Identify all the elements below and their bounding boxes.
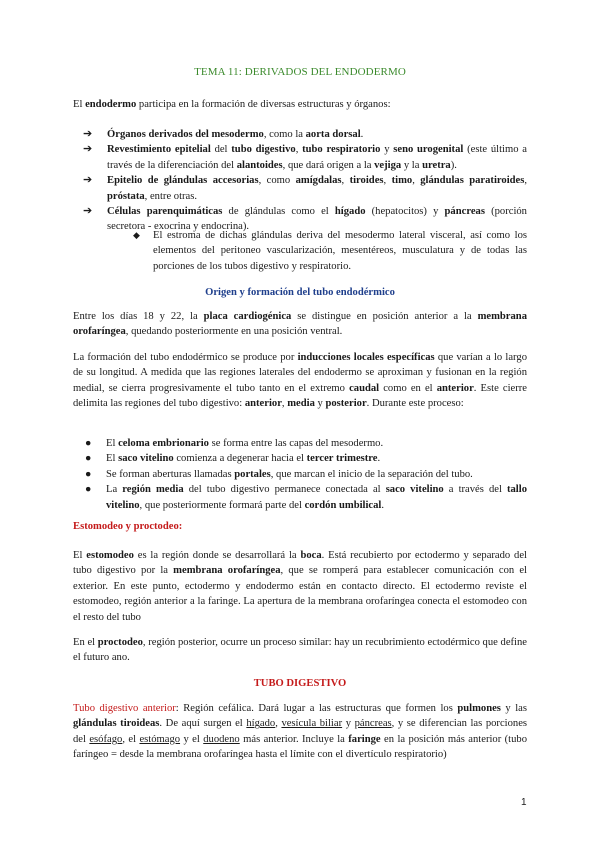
underlined-term: páncreas	[354, 718, 392, 730]
intro-paragraph	[73, 97, 527, 112]
text: , y se diferencian las porciones del	[73, 718, 528, 745]
text: de glándulas como el	[222, 206, 335, 218]
bold-term: alantoides	[236, 159, 283, 171]
diamond-list-item	[133, 228, 527, 274]
bold-term: proctodeo	[97, 637, 143, 648]
bold-term: caudal	[349, 382, 380, 394]
text: .	[381, 499, 385, 511]
bullet-icon: ●	[85, 468, 92, 480]
text: y las	[500, 703, 527, 714]
page-number: 1	[521, 797, 527, 808]
bold-term: hígado	[334, 206, 366, 218]
text: El	[73, 550, 87, 561]
bold-term: tubo respiratorio	[302, 144, 381, 156]
bold-term: estomodeo	[86, 550, 134, 561]
list-item	[85, 482, 527, 513]
bold-term: membrana orofaríngea	[173, 565, 281, 577]
text: Se forman aberturas llamadas	[106, 468, 235, 480]
bold-term: inducciones locales específicas	[297, 352, 435, 363]
bold-term: faringe	[348, 733, 381, 745]
bold-term: tallo vitelino	[106, 484, 527, 511]
bold-term: timo	[391, 175, 413, 187]
text: . Durante este proceso:	[366, 398, 464, 410]
arrow-icon: ➔	[83, 128, 93, 140]
text: y	[314, 398, 326, 410]
text: , quedando posteriormente en una posición ventral.	[125, 326, 343, 338]
bold-term: portales	[234, 468, 271, 480]
text: y	[380, 144, 394, 156]
bullet-list	[85, 436, 527, 513]
text: , que marcan el inicio de la separación del tubo.	[270, 468, 473, 480]
section-subtitle: Origen y formación del tubo endodérmico	[205, 287, 395, 298]
bold-term: seno urogenital	[393, 144, 464, 156]
text: , el	[122, 733, 140, 745]
text: Entre los días 18 y 22, la	[73, 311, 204, 322]
text: La formación del tubo endodérmico se produce por	[73, 352, 298, 363]
text: del	[210, 144, 232, 156]
text: (este último a través de la diferenciación del	[107, 144, 528, 171]
list-item	[83, 127, 527, 142]
text: La	[106, 484, 123, 496]
bold-term: saco vitelino	[385, 484, 444, 496]
text: , como la	[263, 129, 306, 140]
bold-term: Células parenquimáticas	[107, 206, 223, 218]
list-item	[83, 173, 527, 204]
list-item	[85, 467, 527, 482]
text: a través del	[443, 484, 507, 496]
arrow-list	[83, 127, 527, 235]
text: (porción secretora - exocrina y endocrina).	[107, 206, 527, 233]
bullet-icon: ●	[85, 453, 92, 465]
paragraph	[73, 350, 527, 412]
bold-term: Epitelio de glándulas accesorias	[107, 175, 259, 187]
text: El	[106, 438, 119, 449]
text: que varían a lo largo de su longitud. A medida que las regiones laterales del endodermo se aproximan y fusionan en la región medial, se cierra progresivamente el tubo tanto en el extremo	[73, 352, 527, 394]
paragraph	[73, 701, 527, 763]
text: y el	[180, 733, 204, 745]
paragraph	[73, 309, 527, 340]
text: ,	[275, 718, 282, 730]
arrow-icon: ➔	[83, 174, 93, 187]
text: ,	[412, 175, 421, 187]
text: ,	[281, 398, 288, 410]
text: En el	[73, 637, 98, 648]
bold-term: posterior	[325, 398, 367, 410]
text: como en el	[379, 382, 437, 394]
list-item	[85, 436, 527, 451]
text: participa en la formación de diversas estructuras y órganos:	[136, 99, 391, 110]
diamond-bullet-icon: ◆	[133, 230, 140, 240]
text: ,	[295, 144, 303, 156]
text: El estroma de dichas glándulas deriva del mesodermo lateral visceral, así como los elementos del peritoneo vascularización, mesentéreos, musculatura y de todas las porciones de los tubos digestivo y respiratorio.	[153, 230, 527, 272]
bold-term: Revestimiento epitelial	[107, 144, 211, 156]
bold-term: anterior	[436, 382, 474, 394]
bullet-icon: ●	[85, 484, 92, 496]
section-heading-red: Estomodeo y proctodeo:	[73, 521, 183, 532]
bold-term: tiroides	[349, 175, 384, 187]
text: , región posterior, ocurre un proceso similar: hay un recubrimiento ectodérmico que define el futuro ano.	[73, 637, 528, 664]
bold-term: región media	[122, 484, 184, 496]
text: (hepatocitos) y	[365, 206, 445, 218]
text: en la posición más anterior (tubo faríngeo = desde la membrana orofaríngea hasta el límite con el divertículo respiratorio)	[73, 733, 528, 761]
text: . Está recubierto por ectodermo y separado del tubo digestivo por la	[73, 550, 527, 577]
underlined-term: duodeno	[203, 733, 240, 745]
bold-term: glándulas paratiroides	[420, 175, 525, 187]
text: .	[377, 453, 381, 465]
underlined-term: hígado	[246, 718, 276, 730]
bullet-icon: ●	[85, 438, 92, 449]
text: . De aquí surgen el	[159, 718, 247, 730]
bold-term: páncreas	[444, 206, 485, 218]
bold-term: cordón umbilical	[304, 499, 382, 511]
bold-term: placa cardiogénica	[203, 311, 292, 322]
bold-term: saco vitelino	[118, 453, 174, 465]
bold-term: vejiga	[374, 159, 402, 171]
bold-term: membrana orofaríngea	[73, 311, 527, 338]
bold-term: uretra	[422, 159, 451, 171]
text: comienza a degenerar hacia el	[173, 453, 307, 465]
text: .	[360, 129, 364, 140]
section-title: TUBO DIGESTIVO	[253, 678, 347, 689]
text: y	[342, 718, 355, 730]
paragraph	[73, 548, 527, 625]
bold-term: glándulas tiroideas	[73, 718, 160, 730]
text: : Región cefálica. Dará lugar a las estructuras que formen los	[175, 703, 458, 714]
text: ,	[524, 175, 528, 187]
text: , entre otras.	[144, 190, 198, 202]
text: más anterior. Incluye la	[239, 733, 349, 745]
text: ,	[341, 175, 350, 187]
red-term: Tubo digestivo anterior	[73, 703, 176, 714]
page-title: TEMA 11: DERIVADOS DEL ENDODERMO	[194, 66, 406, 78]
text: y la	[401, 159, 423, 171]
bold-term: tercer trimestre	[306, 453, 378, 465]
bold-term: media	[287, 398, 315, 410]
text: El	[106, 453, 119, 465]
text: , que se romperá para establecer comunicación con el exterior. En este punto, ectodermo y endodermo están en contacto directo. El ectodermo reviste el estomodeo, región anterior a la faringe. La apertura de la membrana orofaríngea conecta el estomodeo con el resto del tubo	[73, 565, 527, 623]
underlined-term: estómago	[139, 733, 181, 745]
text: , como	[258, 175, 296, 187]
text: , que posteriormente formará parte del	[139, 499, 305, 511]
underlined-term: vesícula biliar	[281, 718, 343, 730]
list-item	[83, 142, 527, 173]
text: ,	[383, 175, 392, 187]
bold-term: pulmones	[457, 703, 501, 714]
bold-term: aorta dorsal	[305, 129, 361, 140]
bold-term: Órganos derivados del mesodermo	[107, 129, 264, 140]
text: , que dará origen a la	[282, 159, 375, 171]
bold-term: endodermo	[85, 99, 137, 110]
bold-term: anterior	[244, 398, 282, 410]
text: del tubo digestivo permanece conectada al	[183, 484, 386, 496]
paragraph	[73, 635, 527, 666]
list-item	[85, 451, 527, 466]
arrow-icon: ➔	[83, 205, 93, 218]
text: se forma entre las capas del mesodermo.	[208, 438, 384, 449]
bold-term: tubo digestivo	[231, 144, 296, 156]
text: El	[73, 99, 86, 110]
text: se distingue en posición anterior a la	[291, 311, 478, 322]
text: ).	[450, 159, 457, 171]
bold-term: próstata	[107, 190, 145, 202]
bold-term: amígdalas	[295, 175, 342, 187]
bold-term: celoma embrionario	[118, 438, 209, 449]
arrow-icon: ➔	[83, 143, 93, 156]
bold-term: boca	[300, 550, 322, 561]
text: . Este cierre delimita las regiones del tubo digestivo:	[73, 382, 527, 410]
text: es la región donde se desarrollará la	[133, 550, 301, 561]
underlined-term: esófago	[89, 733, 123, 745]
